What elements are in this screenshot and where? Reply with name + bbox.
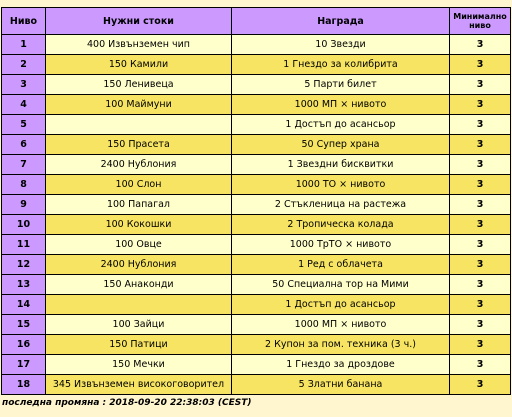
reward-cell: 1 Ред с облачета xyxy=(232,255,450,275)
min-level-cell: 3 xyxy=(450,275,511,295)
reward-cell: 1 Достъп до асансьор xyxy=(232,295,450,315)
level-cell: 5 xyxy=(2,115,46,135)
level-cell: 1 xyxy=(2,35,46,55)
reward-cell: 2 Тропическа колада xyxy=(232,215,450,235)
reward-cell: 1 Гнездо за дроздове xyxy=(232,355,450,375)
level-cell: 7 xyxy=(2,155,46,175)
table-row xyxy=(2,75,511,95)
table-row xyxy=(2,115,511,135)
last-modified: последна промяна : 2018-09-20 22:38:03 (CEST) xyxy=(2,398,252,408)
min-level-cell: 3 xyxy=(450,235,511,255)
level-cell: 16 xyxy=(2,335,46,355)
level-cell: 15 xyxy=(2,315,46,335)
table-row xyxy=(2,155,511,175)
level-cell: 13 xyxy=(2,275,46,295)
table-header-row xyxy=(2,8,511,35)
min-level-cell: 3 xyxy=(450,35,511,55)
min-level-cell: 3 xyxy=(450,95,511,115)
reward-cell: 1000 МП × нивото xyxy=(232,95,450,115)
goods-cell xyxy=(46,115,232,135)
reward-cell: 1 Звездни бисквитки xyxy=(232,155,450,175)
reward-cell: 1 Достъп до асансьор xyxy=(232,115,450,135)
reward-cell: 1 Гнездо за колибрита xyxy=(232,55,450,75)
goods-cell: 150 Патици xyxy=(46,335,232,355)
goods-cell: 150 Прасета xyxy=(46,135,232,155)
level-cell: 11 xyxy=(2,235,46,255)
goods-cell: 150 Ленивеца xyxy=(46,75,232,95)
min-level-cell: 3 xyxy=(450,195,511,215)
min-level-cell: 3 xyxy=(450,135,511,155)
min-level-cell: 3 xyxy=(450,335,511,355)
goods-cell: 100 Овце xyxy=(46,235,232,255)
table-row xyxy=(2,195,511,215)
table-row xyxy=(2,55,511,75)
min-level-cell: 3 xyxy=(450,155,511,175)
header-goods: Нужни стоки xyxy=(46,8,232,35)
goods-cell: 100 Маймуни xyxy=(46,95,232,115)
level-cell: 10 xyxy=(2,215,46,235)
reward-cell: 2 Купон за пом. техника (3 ч.) xyxy=(232,335,450,355)
goods-cell: 150 Мечки xyxy=(46,355,232,375)
min-level-cell: 3 xyxy=(450,175,511,195)
goods-cell: 100 Кокошки xyxy=(46,215,232,235)
table-row xyxy=(2,295,511,315)
goods-cell: 150 Камили xyxy=(46,55,232,75)
goods-cell: 400 Извънземен чип xyxy=(46,35,232,55)
table-row xyxy=(2,375,511,395)
table-row xyxy=(2,315,511,335)
level-cell: 3 xyxy=(2,75,46,95)
min-level-cell: 3 xyxy=(450,315,511,335)
table-row xyxy=(2,335,511,355)
table-row xyxy=(2,175,511,195)
table-row xyxy=(2,255,511,275)
level-cell: 12 xyxy=(2,255,46,275)
level-cell: 18 xyxy=(2,375,46,395)
reward-cell: 1000 ТО × нивото xyxy=(232,175,450,195)
min-level-cell: 3 xyxy=(450,295,511,315)
level-cell: 14 xyxy=(2,295,46,315)
min-level-cell: 3 xyxy=(450,375,511,395)
min-level-cell: 3 xyxy=(450,55,511,75)
header-reward: Награда xyxy=(232,8,450,35)
level-cell: 6 xyxy=(2,135,46,155)
min-level-cell: 3 xyxy=(450,355,511,375)
reward-cell: 50 Специална тор на Мими xyxy=(232,275,450,295)
reward-cell: 1000 МП × нивото xyxy=(232,315,450,335)
reward-cell: 10 Звезди xyxy=(232,35,450,55)
level-cell: 4 xyxy=(2,95,46,115)
reward-cell: 5 Златни банана xyxy=(232,375,450,395)
reward-cell: 1000 ТрТО × нивото xyxy=(232,235,450,255)
goods-cell: 100 Слон xyxy=(46,175,232,195)
goods-cell: 2400 Нублония xyxy=(46,255,232,275)
level-cell: 9 xyxy=(2,195,46,215)
table-row xyxy=(2,275,511,295)
level-cell: 8 xyxy=(2,175,46,195)
table-row xyxy=(2,135,511,155)
goods-cell: 150 Анаконди xyxy=(46,275,232,295)
table-row xyxy=(2,235,511,255)
goods-cell: 2400 Нублония xyxy=(46,155,232,175)
level-cell: 2 xyxy=(2,55,46,75)
table-row xyxy=(2,95,511,115)
min-level-cell: 3 xyxy=(450,255,511,275)
table-row xyxy=(2,355,511,375)
goods-cell: 100 Папагал xyxy=(46,195,232,215)
rewards-table xyxy=(1,7,511,395)
level-cell: 17 xyxy=(2,355,46,375)
min-level-cell: 3 xyxy=(450,215,511,235)
header-min-level: Минимално ниво xyxy=(450,8,511,35)
min-level-cell: 3 xyxy=(450,115,511,135)
reward-cell: 50 Супер храна xyxy=(232,135,450,155)
header-level: Ниво xyxy=(2,8,46,35)
reward-cell: 2 Стъкленица на растежа xyxy=(232,195,450,215)
goods-cell: 345 Извънземен високоговорител xyxy=(46,375,232,395)
table-row xyxy=(2,215,511,235)
goods-cell xyxy=(46,295,232,315)
goods-cell: 100 Зайци xyxy=(46,315,232,335)
reward-cell: 5 Парти билет xyxy=(232,75,450,95)
table-row xyxy=(2,35,511,55)
min-level-cell: 3 xyxy=(450,75,511,95)
